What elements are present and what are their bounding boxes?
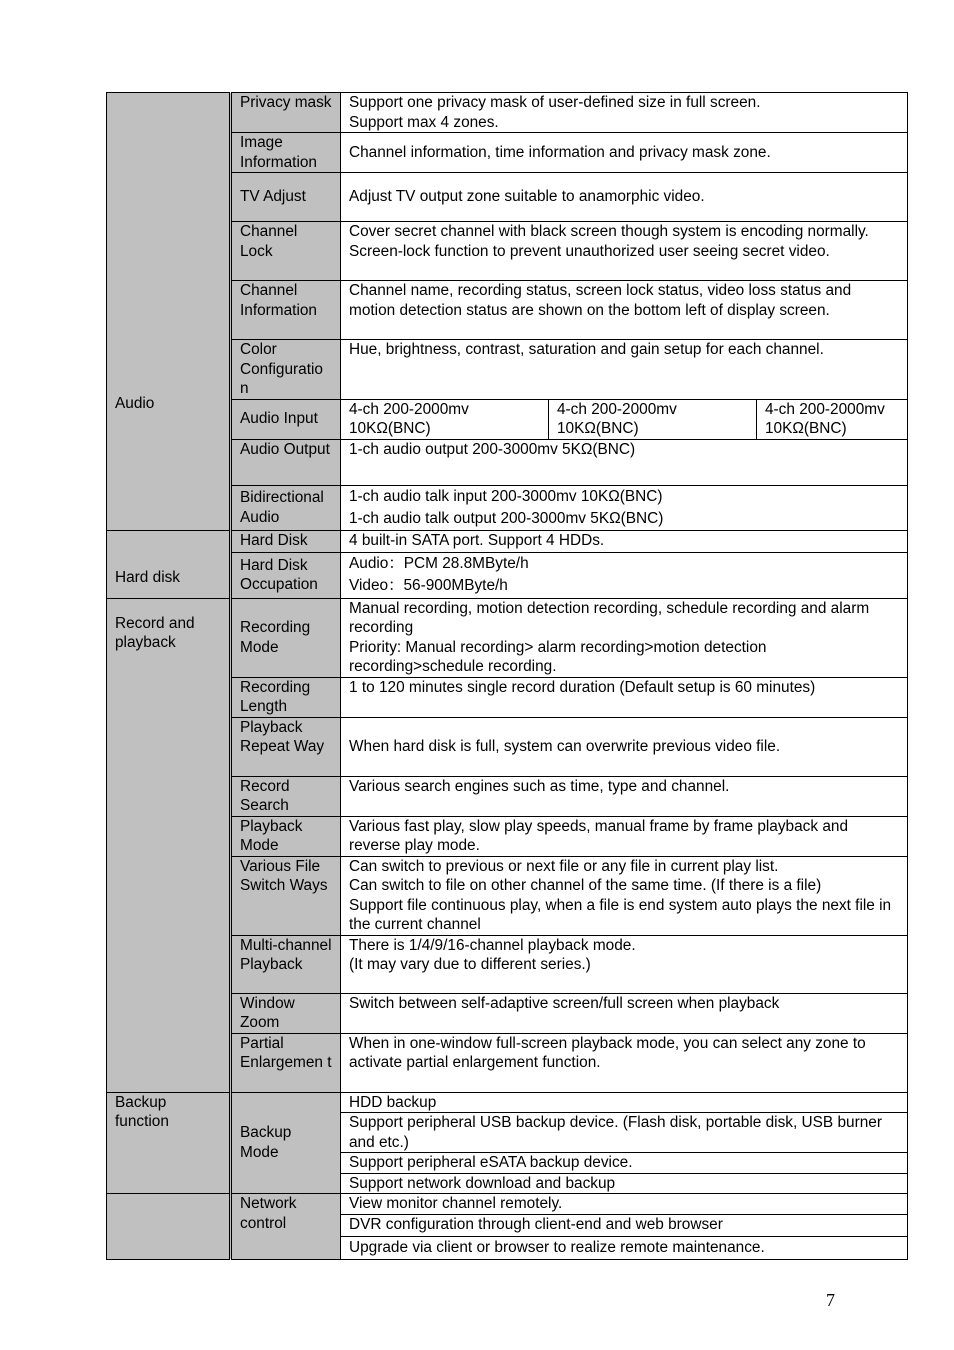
feature-desc-recording-mode <box>341 598 908 677</box>
feature-desc-multichannel-playback <box>341 935 908 993</box>
feature-label-channel-lock: Channel Lock <box>231 222 341 281</box>
page-number: 7 <box>826 1290 835 1310</box>
specification-table <box>106 92 908 1260</box>
table-row <box>107 1194 908 1215</box>
feature-desc-hard-disk <box>341 530 908 552</box>
feature-label-playback-mode: Playback Mode <box>231 816 341 856</box>
desc-line: (It may vary due to different series.) <box>349 956 591 973</box>
feature-label-color-configuration: Color Configuratio n <box>231 340 341 400</box>
desc-line: Audio：PCM 28.8MByte/h <box>349 555 529 572</box>
network-item: DVR configuration through client-end and web browser <box>341 1214 908 1236</box>
category-label-backup: Backup function <box>107 1093 229 1132</box>
feature-label-playback-repeat-way: Playback Repeat Way <box>231 717 341 776</box>
feature-desc-channel-lock <box>341 222 908 281</box>
network-item: Upgrade via client or browser to realize remote maintenance. <box>341 1236 908 1259</box>
category-cell-backup <box>107 1092 231 1194</box>
desc-line: Various fast play, slow play speeds, manual frame by frame playback and reverse play mode. <box>349 817 849 854</box>
feature-label-privacy-mask: Privacy mask <box>231 93 341 133</box>
desc-line: 1-ch audio output 200-3000mv 5KΩ(BNC) <box>349 440 636 458</box>
table-row <box>107 598 908 677</box>
desc-line: Hue, brightness, contrast, saturation and gain setup for each channel. <box>349 341 824 358</box>
feature-label-recording-length: Recording Length <box>231 677 341 717</box>
feature-desc-hard-disk-occupation <box>341 552 908 598</box>
feature-desc-tv-adjust <box>341 173 908 222</box>
desc-line: Can switch to file on other channel of the same time. (If there is a file) <box>349 877 822 894</box>
desc-line: Cover secret channel with black screen though system is encoding normally. <box>349 223 869 240</box>
feature-label-bidirectional-audio: Bidirectional Audio <box>231 485 341 530</box>
feature-label-file-switch-ways: Various File Switch Ways <box>231 856 341 935</box>
feature-label-hard-disk: Hard Disk <box>231 530 341 552</box>
table-row <box>107 93 908 133</box>
feature-label-multichannel-playback: Multi-channel Playback <box>231 935 341 993</box>
feature-desc-recording-length <box>341 677 908 717</box>
desc-line: Various search engines such as time, type and channel. <box>349 777 730 795</box>
feature-desc-image-information <box>341 133 908 173</box>
desc-line: 1 to 120 minutes single record duration (Default setup is 60 minutes) <box>349 678 816 696</box>
audio-input-cell: 4-ch 200-2000mv 10KΩ(BNC) <box>341 399 549 439</box>
table-row <box>107 1092 908 1113</box>
feature-label-window-zoom: Window Zoom <box>231 993 341 1033</box>
feature-desc-partial-enlargement <box>341 1033 908 1092</box>
category-label-hard-disk: Hard disk <box>107 568 229 588</box>
feature-desc-audio-output <box>341 439 908 485</box>
desc-line: 1-ch audio talk output 200-3000mv 5KΩ(BNC) <box>349 509 664 527</box>
feature-label-audio-input: Audio Input <box>231 399 341 439</box>
audio-input-cell: 4-ch 200-2000mv 10KΩ(BNC) <box>757 399 908 439</box>
feature-label-tv-adjust: TV Adjust <box>231 173 341 222</box>
backup-item: Support peripheral eSATA backup device. <box>341 1153 908 1174</box>
category-label-record-playback: Record and playback <box>107 614 229 653</box>
desc-line: 4 built-in SATA port. Support 4 HDDs. <box>349 531 605 549</box>
feature-label-partial-enlargement: Partial Enlargemen t <box>231 1033 341 1092</box>
backup-item: HDD backup <box>341 1092 908 1113</box>
feature-desc-file-switch-ways <box>341 856 908 935</box>
feature-label-network-control: Network control <box>231 1194 341 1260</box>
category-cell-audio <box>107 93 231 531</box>
desc-line: Support one privacy mask of user-defined size in full screen. <box>349 94 761 111</box>
feature-desc-channel-information <box>341 281 908 340</box>
feature-label-audio-output: Audio Output <box>231 439 341 485</box>
category-cell-network <box>107 1194 231 1260</box>
feature-desc-playback-repeat-way <box>341 717 908 776</box>
desc-line: Priority: Manual recording> alarm recording>motion detection recording>schedule recording. <box>349 638 767 675</box>
feature-label-recording-mode: Recording Mode <box>231 598 341 677</box>
desc-line: Switch between self-adaptive screen/full screen when playback <box>349 994 780 1012</box>
desc-line: Manual recording, motion detection recording, schedule recording and alarm recording <box>349 599 870 636</box>
audio-input-cell: 4-ch 200-2000mv 10KΩ(BNC) <box>549 399 757 439</box>
feature-desc-privacy-mask <box>341 93 908 133</box>
backup-item: Support peripheral USB backup device. (Flash disk, portable disk, USB burner and etc.) <box>341 1113 908 1153</box>
desc-line: Adjust TV output zone suitable to anamorphic video. <box>349 188 705 206</box>
feature-label-record-search: Record Search <box>231 776 341 816</box>
category-label-audio: Audio <box>107 394 229 414</box>
feature-desc-window-zoom <box>341 993 908 1033</box>
desc-line: Channel name, recording status, screen lock status, video loss status and motion detection status are shown on the bottom left of display screen. <box>349 282 852 319</box>
desc-line: When in one-window full-screen playback mode, you can select any zone to activate partial enlargement function. <box>349 1034 866 1071</box>
category-cell-record-playback <box>107 598 231 1092</box>
desc-line: Support file continuous play, when a file is end system auto plays the next file in the current channel <box>349 896 892 933</box>
category-cell-hard-disk <box>107 530 231 598</box>
desc-line: When hard disk is full, system can overwrite previous video file. <box>349 737 781 755</box>
network-item: View monitor channel remotely. <box>341 1194 908 1215</box>
desc-line: Channel information, time information and privacy mask zone. <box>349 143 771 161</box>
feature-desc-bidirectional-audio <box>341 485 908 530</box>
table-row <box>107 530 908 552</box>
feature-label-image-information: Image Information <box>231 133 341 173</box>
feature-desc-playback-mode <box>341 816 908 856</box>
desc-line: Support max 4 zones. <box>349 113 499 131</box>
feature-label-backup-mode: Backup Mode <box>231 1092 341 1194</box>
feature-label-hard-disk-occupation: Hard Disk Occupation <box>231 552 341 598</box>
feature-desc-record-search <box>341 776 908 816</box>
feature-desc-color-configuration <box>341 340 908 400</box>
desc-line: 1-ch audio talk input 200-3000mv 10KΩ(BNC) <box>349 487 663 505</box>
backup-item: Support network download and backup <box>341 1173 908 1194</box>
desc-line: There is 1/4/9/16-channel playback mode. <box>349 936 636 954</box>
desc-line: Screen-lock function to prevent unauthorized user seeing secret video. <box>349 242 830 260</box>
feature-label-channel-information: Channel Information <box>231 281 341 340</box>
desc-line: Can switch to previous or next file or any file in current play list. <box>349 857 779 875</box>
desc-line: Video：56-900MByte/h <box>349 577 508 594</box>
